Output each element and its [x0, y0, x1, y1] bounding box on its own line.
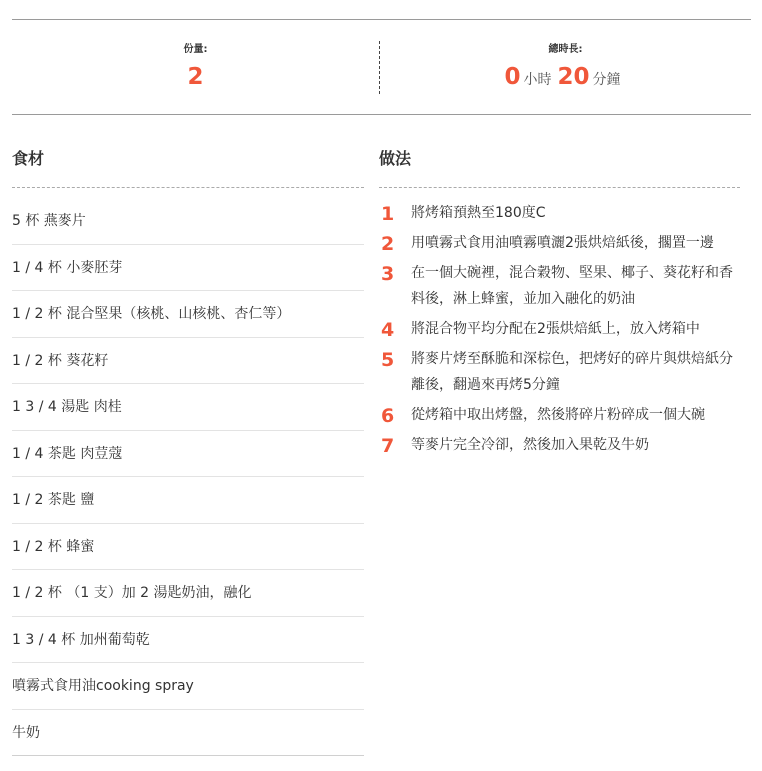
direction-step	[379, 402, 741, 428]
ingredient-item: 1 3 / 4 湯匙 肉桂	[12, 384, 364, 431]
step-number: 2	[381, 233, 395, 255]
ingredient-item: 1 / 2 杯 葵花籽	[12, 338, 364, 385]
direction-step	[379, 200, 741, 226]
minutes-unit: 分鐘	[592, 72, 621, 88]
ingredients-heading: 食材	[12, 149, 45, 168]
step-number: 5	[381, 349, 395, 371]
direction-step	[379, 316, 741, 342]
step-text: 用噴霧式食用油噴霧噴灑2張烘焙紙後，擱置一邊	[411, 235, 714, 251]
total-time-block	[380, 20, 751, 114]
minutes-value: 20	[557, 64, 590, 90]
directions-list	[379, 200, 741, 462]
ingredient-item: 1 / 4 杯 小麥胚芽	[12, 245, 364, 292]
step-number: 3	[381, 263, 395, 285]
ingredient-item: 1 3 / 4 杯 加州葡萄乾	[12, 617, 364, 664]
ingredient-item: 牛奶	[12, 710, 364, 757]
summary-bottom-divider	[12, 114, 751, 115]
step-text: 將麥片烤至酥脆和深棕色，把烤好的碎片與烘焙紙分離後，翻過來再烤5分鐘	[411, 351, 733, 393]
step-number: 1	[381, 203, 395, 225]
hours-unit: 小時	[523, 72, 552, 88]
step-text: 等麥片完全冷卻，然後加入果乾及牛奶	[411, 437, 649, 453]
step-text: 將混合物平均分配在2張烘焙紙上，放入烤箱中	[411, 321, 700, 337]
recipe-summary	[12, 20, 751, 114]
step-text: 從烤箱中取出烤盤，然後將碎片粉碎成一個大碗	[411, 407, 705, 423]
direction-step	[379, 230, 741, 256]
directions-heading: 做法	[379, 149, 412, 168]
step-text: 在一個大碗裡，混合穀物、堅果、椰子、葵花籽和香料後，淋上蜂蜜，並加入融化的奶油	[411, 265, 733, 307]
direction-step	[379, 432, 741, 458]
total-time-value-row	[380, 64, 751, 90]
step-text: 將烤箱預熱至180度C	[411, 205, 546, 221]
servings-value-row	[12, 64, 379, 90]
ingredients-list	[12, 198, 364, 756]
ingredients-divider	[12, 187, 364, 188]
step-number: 4	[381, 319, 395, 341]
direction-step	[379, 260, 741, 312]
hours-value: 0	[504, 64, 521, 90]
servings-label: 份量:	[183, 44, 208, 55]
step-number: 6	[381, 405, 395, 427]
ingredient-item: 1 / 2 茶匙 鹽	[12, 477, 364, 524]
direction-step	[379, 346, 741, 398]
ingredient-item: 1 / 4 茶匙 肉荳蔻	[12, 431, 364, 478]
step-number: 7	[381, 435, 395, 457]
ingredient-item: 1 / 2 杯 混合堅果（核桃、山核桃、杏仁等）	[12, 291, 364, 338]
ingredient-item: 5 杯 燕麥片	[12, 198, 364, 245]
servings-value: 2	[187, 64, 204, 90]
directions-divider	[379, 187, 740, 188]
total-time-label: 總時長:	[548, 44, 583, 55]
servings-block	[12, 20, 379, 114]
ingredient-item: 1 / 2 杯 （1 支）加 2 湯匙奶油，融化	[12, 570, 364, 617]
ingredient-item: 噴霧式食用油cooking spray	[12, 663, 364, 710]
summary-divider	[379, 41, 380, 94]
ingredient-item: 1 / 2 杯 蜂蜜	[12, 524, 364, 571]
